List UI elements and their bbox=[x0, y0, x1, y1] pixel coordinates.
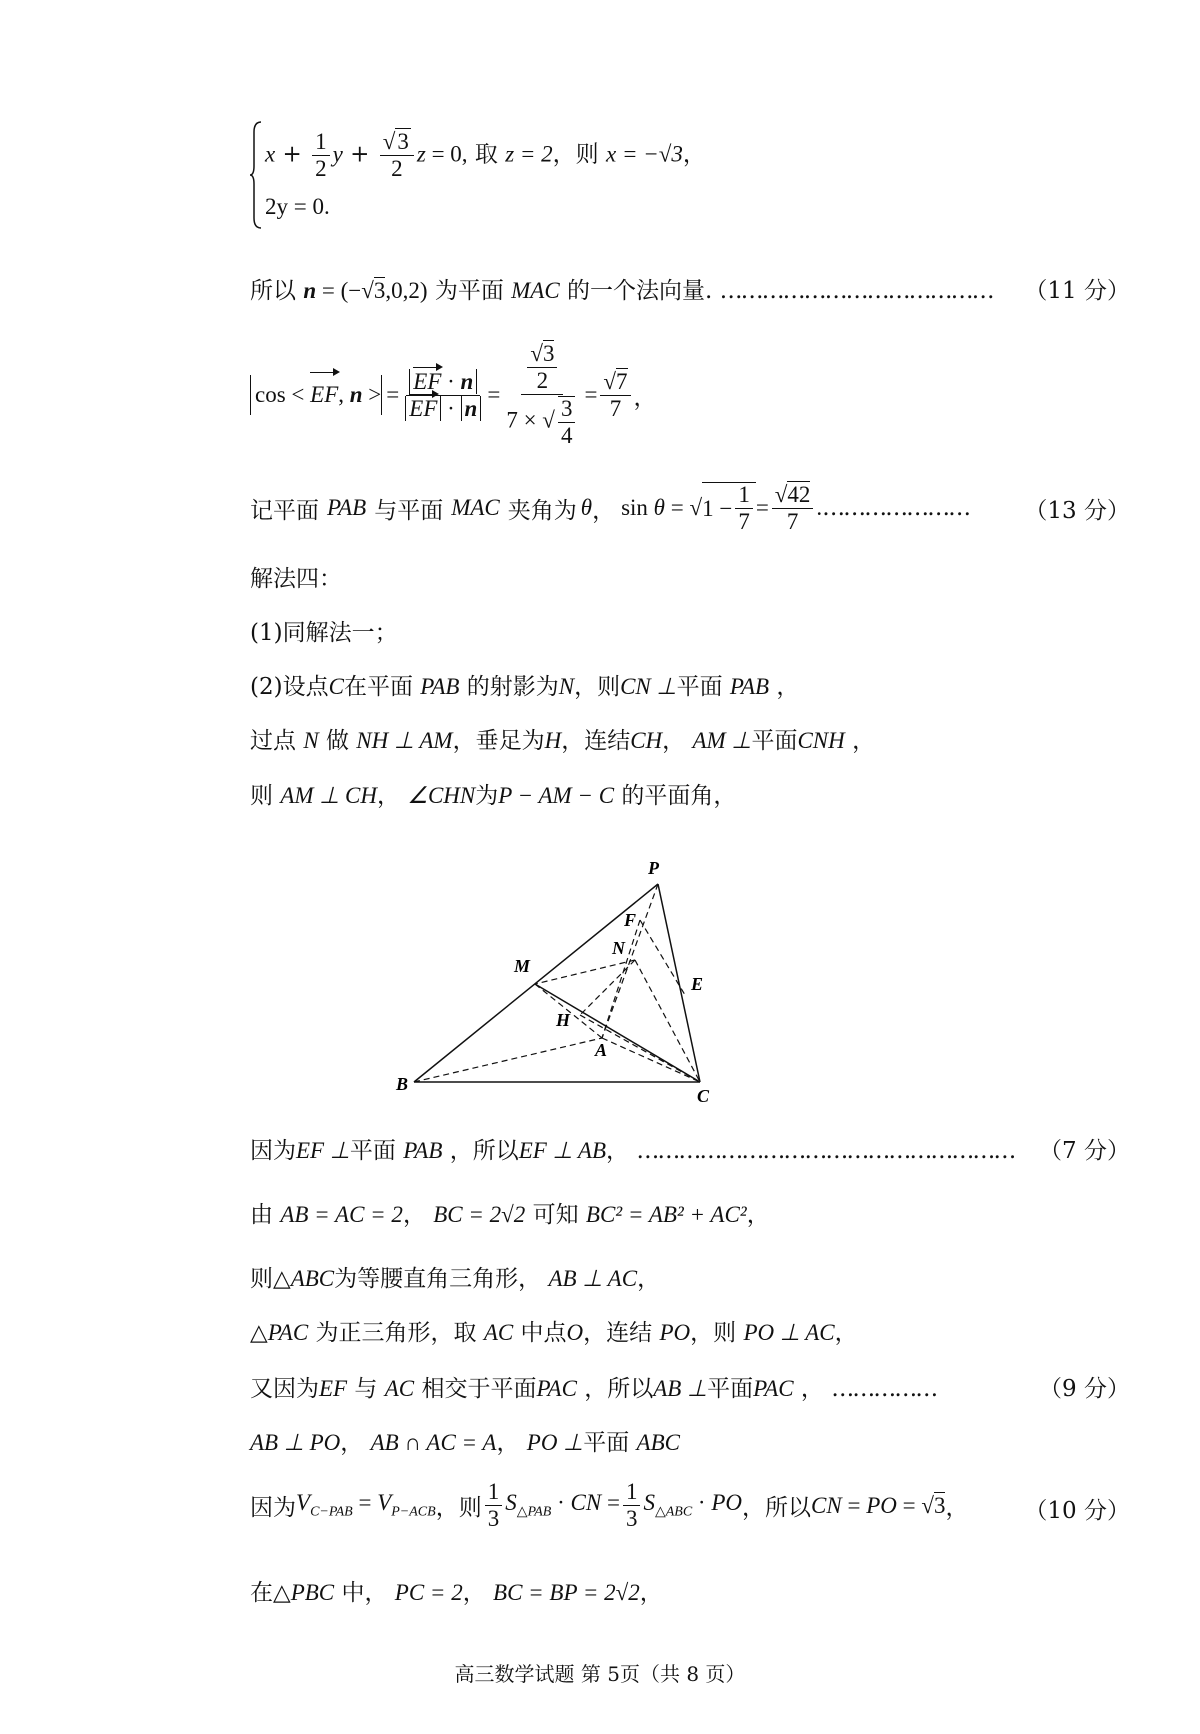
pac-c: 中点 bbox=[520, 1320, 567, 1346]
nh-c: ，垂足为 bbox=[452, 728, 545, 754]
perp-c: 平面 bbox=[583, 1430, 630, 1456]
score-11: （11 分） bbox=[1024, 278, 1130, 304]
ef-expr1: EF ⊥ bbox=[296, 1138, 350, 1163]
pac-line bbox=[250, 1314, 858, 1347]
angle-expr1: AM ⊥ CH bbox=[280, 783, 378, 808]
again-line bbox=[250, 1370, 936, 1403]
then-expr: x = −√3 bbox=[605, 141, 683, 167]
again-expr: AB ⊥ bbox=[653, 1376, 708, 1401]
again-f: ， bbox=[800, 1376, 824, 1402]
part2-line bbox=[250, 668, 799, 701]
label-B: B bbox=[396, 1074, 409, 1094]
theta-text3: 夹角为 bbox=[507, 497, 577, 524]
label-N: N bbox=[612, 938, 625, 958]
label-E: E bbox=[691, 974, 704, 994]
edge-MC bbox=[535, 984, 700, 1082]
part2-d: ，则 bbox=[574, 674, 621, 700]
line-n-plane: MAC bbox=[511, 278, 560, 303]
pbc-a: 在△ bbox=[250, 1580, 291, 1606]
pbc-d: ， bbox=[639, 1580, 663, 1606]
label-C: C bbox=[697, 1086, 710, 1106]
edge-NH bbox=[580, 960, 635, 1015]
pbc-expr1: PC = 2 bbox=[394, 1580, 463, 1605]
pbc-line bbox=[250, 1574, 663, 1607]
theta-line: 记平面 PAB 与平面 MAC 夹角为 θ ， sin θ = √ 1 − $\frac{1}{7}$ = $\frac{√42}{7}$ . ………………… bbox=[250, 481, 970, 535]
score-9: （9 分） bbox=[1039, 1376, 1130, 1402]
again-a: 又因为 bbox=[250, 1376, 319, 1402]
part2-f: ， bbox=[776, 674, 800, 700]
pac-AC: AC bbox=[483, 1320, 514, 1345]
pbc-expr2: BC = BP = 2√2 bbox=[493, 1580, 640, 1605]
again-AC: AC bbox=[384, 1376, 415, 1401]
system-eq1: x + $\frac{1}{2}$ y + $\frac{√3}{2}$ z = 0, 取 z = 2，则 x = −√3， bbox=[265, 129, 706, 182]
again-PAC2: PAC bbox=[753, 1376, 794, 1401]
angle-d: 的平面角， bbox=[621, 783, 737, 809]
angle-expr3: P − AM − C bbox=[498, 783, 615, 808]
angle-a: 则 bbox=[250, 783, 273, 809]
pac-expr: PO ⊥ AC bbox=[743, 1320, 835, 1345]
take-expr: z = 2 bbox=[505, 141, 553, 167]
part2-c: 的射影为 bbox=[466, 674, 559, 700]
ab-expr1: AB = AC = 2 bbox=[280, 1202, 403, 1227]
ef-PAB: PAB bbox=[403, 1138, 443, 1163]
part2-PAB2: PAB bbox=[729, 674, 770, 699]
ab-d: ， bbox=[746, 1202, 770, 1228]
pac-d: ，连结 bbox=[583, 1320, 653, 1346]
part2-PAB: PAB bbox=[420, 674, 460, 699]
label-F: F bbox=[624, 910, 637, 930]
theta-dots: ………………… bbox=[822, 495, 970, 522]
vol-c: ，所以 bbox=[742, 1495, 812, 1522]
ef-expr2: EF ⊥ AB bbox=[518, 1138, 607, 1163]
nh-g: ， bbox=[852, 728, 876, 754]
perp-ABC: ABC bbox=[636, 1430, 680, 1455]
angle-c: 为 bbox=[475, 783, 499, 809]
label-H: H bbox=[556, 1010, 571, 1030]
score-7: （7 分） bbox=[1039, 1138, 1130, 1164]
label-A: A bbox=[595, 1040, 608, 1060]
pbc-PBC: PBC bbox=[290, 1580, 335, 1605]
pac-e: ，则 bbox=[690, 1320, 737, 1346]
pac-f: ， bbox=[834, 1320, 858, 1346]
theta-plane2: MAC bbox=[451, 495, 500, 521]
ab-b: ， bbox=[402, 1202, 426, 1228]
nh-a: 过点 bbox=[250, 728, 296, 754]
normal-vector-line: 所以 n = (−√3,0,2) 为平面 MAC 的一个法向量. ………………………………… bbox=[250, 278, 993, 304]
part2-N: N bbox=[558, 674, 575, 699]
vol-b: ，则 bbox=[435, 1495, 482, 1522]
nh-d: ，连结 bbox=[561, 728, 631, 754]
part2-b: 在平面 bbox=[343, 674, 413, 700]
cos-end: ， bbox=[633, 384, 657, 411]
ef-b: 平面 bbox=[349, 1138, 396, 1164]
perp-expr2: AB ∩ AC = A bbox=[370, 1430, 497, 1455]
tri-a: 则△ bbox=[250, 1266, 291, 1292]
again-d: ，所以 bbox=[584, 1376, 654, 1402]
angle-b: ， bbox=[377, 783, 401, 809]
nh-e: ， bbox=[662, 728, 686, 754]
nh-CNH: CNH bbox=[797, 728, 845, 753]
score-10: （10 分） bbox=[1024, 1498, 1130, 1524]
perp-line bbox=[250, 1424, 680, 1457]
method4-heading: 解法四： bbox=[250, 566, 342, 592]
again-c: 相交于平面 bbox=[421, 1376, 537, 1402]
theta-text2: 与平面 bbox=[374, 497, 444, 524]
tri-c: ， bbox=[637, 1266, 661, 1292]
system-eq2 bbox=[265, 194, 330, 220]
ef-line bbox=[250, 1132, 1014, 1165]
again-EF: EF bbox=[319, 1376, 348, 1401]
again-PAC: PAC bbox=[536, 1376, 577, 1401]
ab-expr2: BC = 2√2 bbox=[433, 1202, 526, 1227]
system-end: ， bbox=[682, 141, 706, 168]
part2-expr: CN ⊥ bbox=[620, 674, 677, 699]
system-eq2-text: 2y = 0. bbox=[265, 194, 330, 219]
ab-line bbox=[250, 1196, 770, 1229]
ef-dots: ……………………………………………… bbox=[636, 1138, 1015, 1164]
score-13: （13 分） bbox=[1024, 498, 1130, 524]
ef-c: ，所以 bbox=[449, 1138, 519, 1164]
vol-a: 因为 bbox=[250, 1495, 296, 1522]
edge-FE bbox=[640, 920, 685, 995]
perp-expr3: PO ⊥ bbox=[526, 1430, 584, 1455]
nh-N: N bbox=[303, 728, 319, 753]
theta-text4: ， bbox=[592, 497, 616, 524]
perp-a: ， bbox=[340, 1430, 364, 1456]
pac-PO: PO bbox=[659, 1320, 691, 1345]
again-b: 与 bbox=[354, 1376, 378, 1402]
theta-text1: 记平面 bbox=[250, 497, 319, 524]
perp-expr1: AB ⊥ PO bbox=[250, 1430, 341, 1455]
theta-plane1: PAB bbox=[327, 495, 367, 521]
tri-line bbox=[250, 1260, 660, 1293]
nh-H: H bbox=[544, 728, 562, 753]
pac-O: O bbox=[566, 1320, 584, 1345]
part2-e: 平面 bbox=[676, 674, 723, 700]
theta-symbol: θ bbox=[580, 495, 593, 521]
label-M: M bbox=[514, 956, 531, 976]
nh-f: 平面 bbox=[751, 728, 798, 754]
nh-expr1: NH ⊥ AM bbox=[356, 728, 453, 753]
pbc-c: ， bbox=[462, 1580, 486, 1606]
pac-b: 为正三角形，取 bbox=[315, 1320, 477, 1346]
pac-a: △ bbox=[250, 1320, 268, 1346]
nh-expr2: AM ⊥ bbox=[692, 728, 752, 753]
pac-PAC: PAC bbox=[267, 1320, 309, 1345]
vol-d: ， bbox=[945, 1495, 969, 1522]
cos-line: cos < EF, n > = $\frac{EF \cdot n}{EF \cdot n}$ = $\frac{√3}{2}$ 7 × √ $\frac{3}{4}$ = $\frac{√7}{7}$ ， bbox=[250, 342, 657, 449]
angle-expr2: ∠CHN bbox=[407, 783, 476, 808]
geometry-figure bbox=[380, 850, 720, 1110]
ef-a: 因为 bbox=[250, 1138, 296, 1164]
line-n-dots: ………………………………… bbox=[719, 278, 993, 304]
tri-ABC: ABC bbox=[290, 1266, 335, 1291]
ab-expr3: BC² = AB² + AC² bbox=[585, 1202, 747, 1227]
nh-b: 做 bbox=[325, 728, 349, 754]
nh-line bbox=[250, 722, 875, 755]
tri-b: 为等腰直角三角形， bbox=[334, 1266, 542, 1292]
take-text: 取 bbox=[474, 141, 498, 168]
label-P: P bbox=[648, 858, 659, 878]
edge-AC bbox=[602, 1038, 700, 1082]
page-footer: 高三数学试题 第 5页（共 8 页） bbox=[454, 1662, 746, 1686]
ab-c: 可知 bbox=[532, 1202, 579, 1228]
ef-d: ， bbox=[606, 1138, 630, 1164]
equation-brace bbox=[250, 120, 262, 230]
line-n-text: 为平面 bbox=[434, 278, 504, 304]
again-e: 平面 bbox=[707, 1376, 754, 1402]
part1-line: (1)同解法一； bbox=[250, 620, 398, 646]
part2-a: (2)设点 bbox=[250, 674, 329, 700]
again-dots: …………… bbox=[831, 1376, 937, 1402]
perp-b: ， bbox=[496, 1430, 520, 1456]
ab-a: 由 bbox=[250, 1202, 273, 1228]
angle-line bbox=[250, 777, 736, 810]
pbc-b: 中， bbox=[341, 1580, 388, 1606]
part2-C: C bbox=[328, 674, 344, 699]
volume-line: 因为 $V_{C-PAB} = V_{P-ACB}$ ，则 $\frac{1}{3}$ $S_{\triangle PAB}$ · CN = $\frac{1}{3}$ $S_{\triangle ABC}$ · PO ，所以 CN = PO = √3 ， bbox=[250, 1479, 969, 1532]
then-text: ，则 bbox=[552, 141, 599, 168]
line-n-suffix: 的一个法向量. bbox=[567, 278, 713, 304]
nh-CH: CH bbox=[630, 728, 663, 753]
tri-expr: AB ⊥ AC bbox=[548, 1266, 638, 1291]
line-n-prefix: 所以 bbox=[250, 278, 296, 304]
